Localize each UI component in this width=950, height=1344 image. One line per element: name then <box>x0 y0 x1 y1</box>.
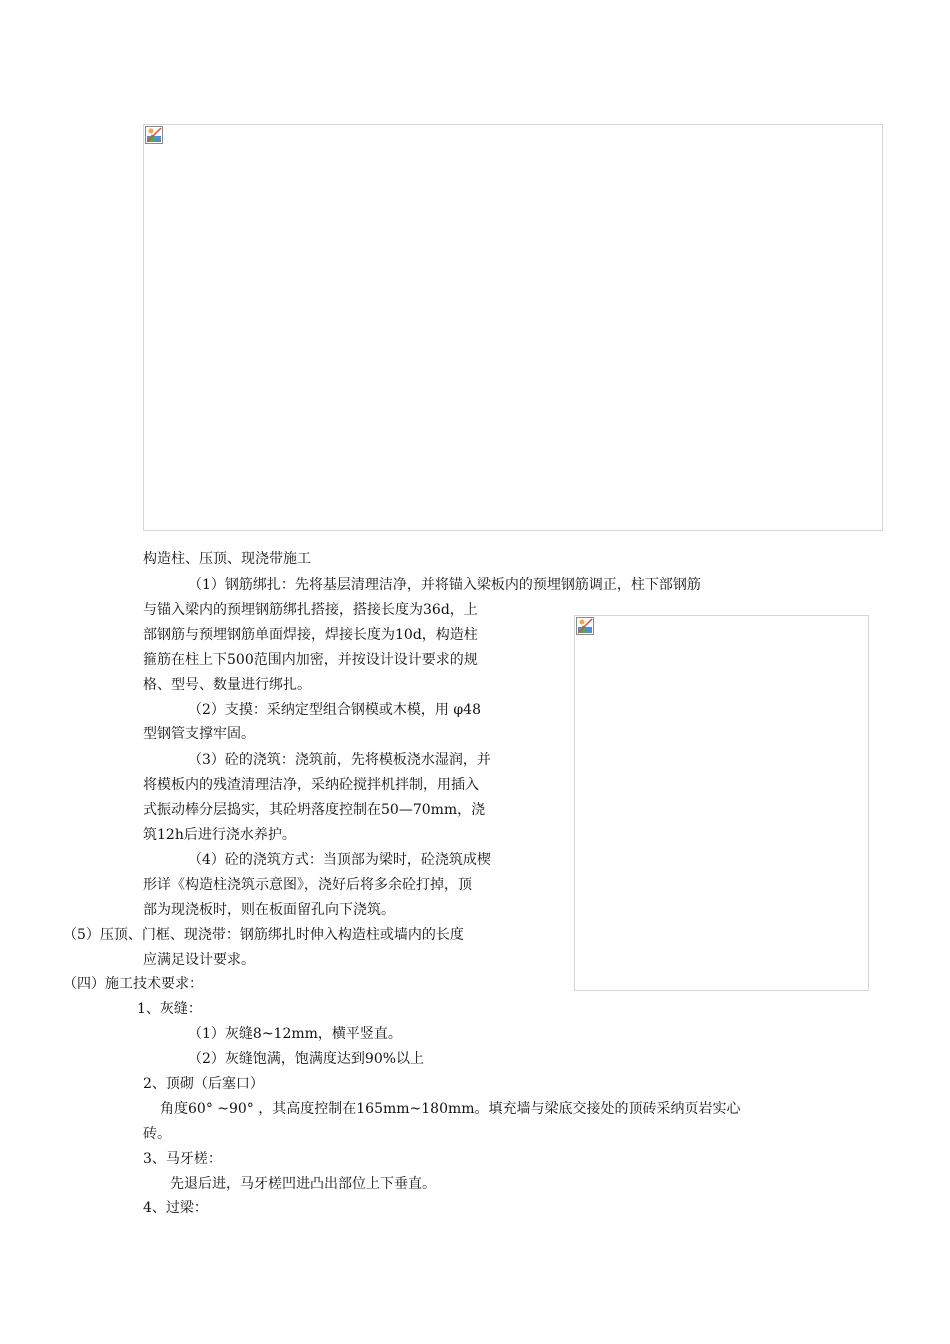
broken-image-icon <box>576 617 594 635</box>
para-line: 箍筋在柱上下500范围内加密，并按设计设计要求的规 <box>143 652 478 668</box>
para-line: 部钢筋与预埋钢筋单面焊接，焊接长度为10d，构造柱 <box>143 627 478 643</box>
item-line: 先退后进，马牙槎凹进凸出部位上下垂直。 <box>170 1176 436 1192</box>
para-line: 应满足设计要求。 <box>143 952 255 968</box>
para-line: 型钢管支撑牢固。 <box>143 726 255 742</box>
item-line: （1）灰缝8~12mm，横平竖直。 <box>188 1026 402 1042</box>
item-line: 角度60° ~90° ，其高度控制在165mm~180mm。填充墙与梁底交接处的顶砖采纳页岩实心 <box>160 1101 741 1117</box>
para-line: 部为现浇板时，则在板面留孔向下浇筑。 <box>143 902 395 918</box>
para-line: 将模板内的残渣清理洁净，采纳砼搅拌机拌制，用插入 <box>143 777 479 793</box>
item-line: （2）灰缝饱满，饱满度达到90%以上 <box>188 1051 425 1067</box>
item-title: 2、顶砌（后塞口） <box>143 1076 264 1092</box>
para-line: 式振动棒分层捣实，其砼坍落度控制在50—70mm，浇 <box>143 802 486 818</box>
item-title: 1、灰缝： <box>137 1001 202 1017</box>
broken-image-icon <box>145 126 163 144</box>
figure-placeholder-top <box>143 124 883 531</box>
para-line: 格、型号、数量进行绑扎。 <box>143 677 311 693</box>
item-title: 3、马牙槎： <box>143 1151 222 1167</box>
section-heading: 构造柱、压顶、现浇带施工 <box>143 551 311 567</box>
item-line: 砖。 <box>143 1126 171 1142</box>
para-line: （3）砼的浇筑：浇筑前，先将模板浇水湿润，并 <box>188 752 491 768</box>
para-line: 与锚入梁内的预埋钢筋绑扎搭接，搭接长度为36d，上 <box>143 602 478 618</box>
section4-heading: （四）施工技术要求： <box>63 976 203 992</box>
para-line: 筑12h后进行浇水养护。 <box>143 827 296 843</box>
item-title: 4、过梁： <box>143 1200 208 1216</box>
figure-placeholder-side <box>574 615 869 991</box>
para-line: （4）砼的浇筑方式：当顶部为梁时，砼浇筑成楔 <box>188 852 491 868</box>
para-line: （1）钢筋绑扎：先将基层清理洁净，并将锚入梁板内的预埋钢筋调正，柱下部钢筋 <box>188 577 701 593</box>
para-line: （5）压顶、门框、现浇带：钢筋绑扎时伸入构造柱或墙内的长度 <box>63 927 464 943</box>
para-line: （2）支摸：采纳定型组合钢模或木模，用 φ48 <box>188 702 481 718</box>
para-line: 形详《构造柱浇筑示意图》，浇好后将多余砼打掉，顶 <box>143 877 472 893</box>
